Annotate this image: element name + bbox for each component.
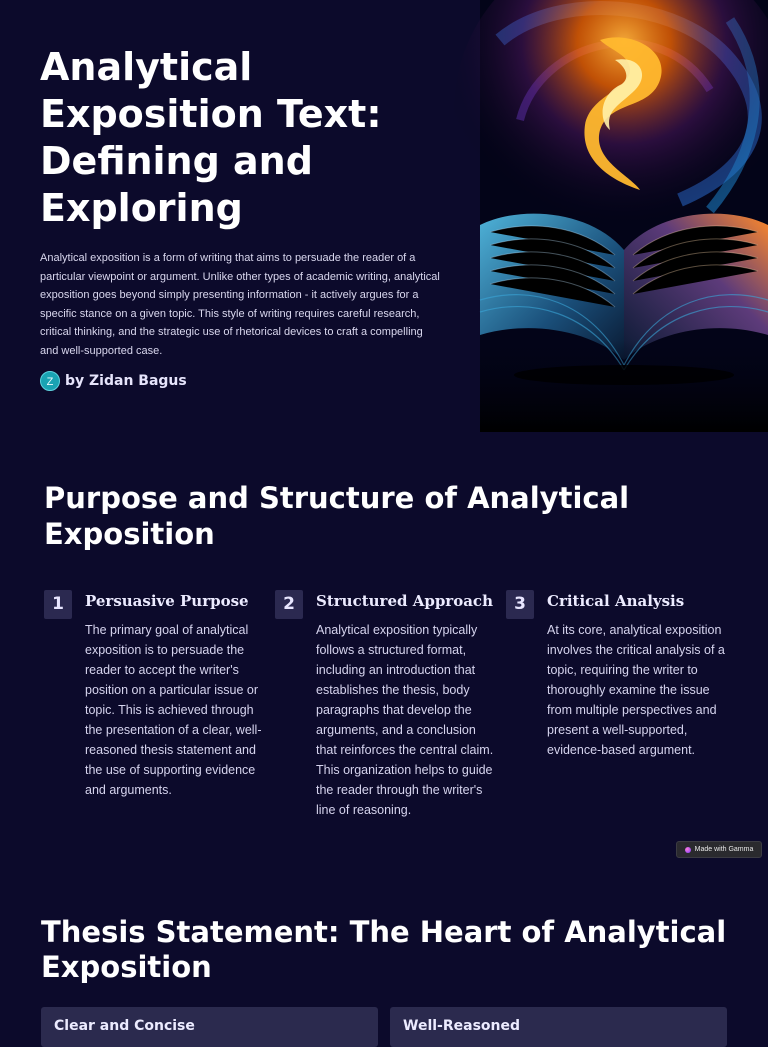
card-title: Clear and Concise bbox=[54, 1018, 195, 1034]
author-name[interactable]: by Zidan Bagus bbox=[65, 373, 187, 389]
item-body: At its core, analytical exposition involves the critical analysis of a topic, requiring the writer to thoroughly examine the issue from multiple perspectives and present a well-supported, evidence-based argument. bbox=[547, 623, 725, 757]
item-body: Analytical exposition typically follows a structured format, including an introduction that establishes the thesis, body paragraphs that develop the arguments, and a conclusion that reinforces the central claim. This organization helps to guide the reader through the writer's line of reasoning. bbox=[316, 623, 494, 817]
badge-label: Made with Gamma bbox=[694, 846, 754, 853]
section-title-purpose: Purpose and Structure of Analytical Exposition bbox=[44, 481, 630, 551]
step-number: 3 bbox=[506, 590, 534, 619]
hero-image bbox=[480, 0, 768, 432]
item-title: Structured Approach bbox=[316, 592, 493, 610]
hero-section bbox=[0, 0, 768, 432]
item-title: Critical Analysis bbox=[547, 592, 685, 610]
thesis-card bbox=[390, 1007, 727, 1047]
hero-description: Analytical exposition is a form of writing that aims to persuade the reader of a particular viewpoint or argument. Unlike other types of academic writing, analytical exposition goes beyond simply presenting information - it actively argues for a specific stance on a given topic. This style of writing requires careful research, critical thinking, and the strategic use of rhetorical devices to craft a compelling and well-supported case. bbox=[40, 252, 440, 357]
open-book-with-flame-illustration bbox=[480, 0, 768, 432]
step-number: 1 bbox=[44, 590, 72, 619]
made-with-gamma-badge[interactable] bbox=[676, 841, 762, 858]
item-title: Persuasive Purpose bbox=[85, 592, 249, 610]
author-byline bbox=[40, 370, 187, 392]
gamma-logo-icon bbox=[685, 847, 691, 853]
thesis-card bbox=[41, 1007, 378, 1047]
section-title-thesis: Thesis Statement: The Heart of Analytical Exposition bbox=[41, 915, 727, 984]
avatar[interactable]: Z bbox=[40, 371, 60, 391]
page-title: Analytical Exposition Text: Defining and Exploring bbox=[40, 45, 382, 230]
card-title: Well-Reasoned bbox=[403, 1018, 521, 1034]
item-body: The primary goal of analytical exposition is to persuade the reader to accept the writer's position on a particular issue or topic. This is achieved through the presentation of a clear, well-reasoned thesis statement and the use of supporting evidence and arguments. bbox=[85, 623, 262, 797]
step-number: 2 bbox=[275, 590, 303, 619]
